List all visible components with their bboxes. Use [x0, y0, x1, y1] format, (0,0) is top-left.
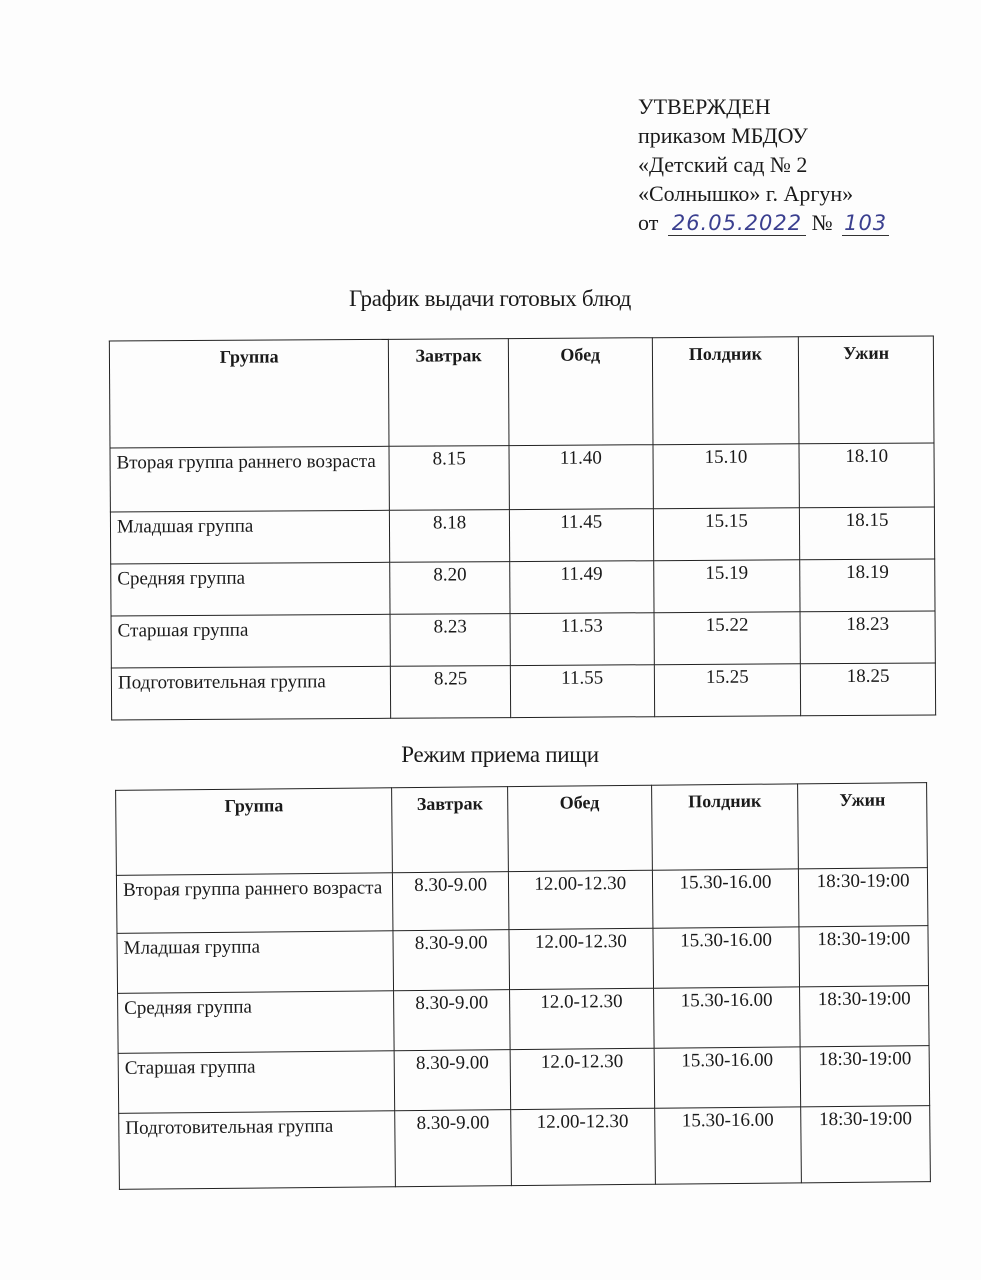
- header-breakfast: Завтрак: [389, 339, 509, 447]
- cell-lunch: 12.0-12.30: [510, 1048, 654, 1109]
- table-row: [118, 986, 930, 1054]
- header-dinner: Ужин: [798, 783, 927, 869]
- dish-schedule-table: [109, 335, 936, 720]
- cell-breakfast: 8.30-9.00: [394, 1050, 510, 1111]
- cell-breakfast: 8.20: [390, 562, 510, 615]
- cell-dinner: 18.19: [800, 559, 935, 612]
- table-row: [111, 611, 935, 668]
- cell-lunch: 12.00-12.30: [508, 870, 652, 929]
- approval-block: [638, 92, 889, 237]
- cell-snack: 15.10: [653, 444, 800, 509]
- cell-breakfast: 8.30-9.00: [393, 930, 509, 991]
- cell-snack: 15.30-16.00: [653, 927, 800, 988]
- table-row: [111, 663, 935, 720]
- cell-lunch: 11.53: [510, 613, 654, 666]
- approval-org-line1: «Детский сад № 2: [638, 152, 808, 177]
- cell-lunch: 12.00-12.30: [511, 1108, 655, 1185]
- cell-group: Средняя группа: [118, 991, 395, 1054]
- cell-snack: 15.25: [654, 664, 801, 717]
- table-row: [116, 868, 928, 934]
- cell-dinner: 18:30-19:00: [801, 1106, 930, 1183]
- cell-dinner: 18:30-19:00: [800, 1046, 929, 1107]
- cell-group: Вторая группа раннего возраста: [116, 873, 393, 934]
- approval-org-line2: «Солнышко» г. Аргун»: [638, 181, 854, 206]
- date-prefix: от: [638, 210, 659, 235]
- cell-breakfast: 8.23: [390, 614, 510, 667]
- header-group: Группа: [109, 339, 389, 448]
- cell-dinner: 18.15: [800, 507, 935, 560]
- handwritten-date: 26.05.2022: [668, 211, 806, 236]
- header-snack: Полдник: [651, 784, 799, 870]
- table-header-row: [109, 336, 934, 448]
- cell-group: Младшая группа: [110, 510, 390, 564]
- header-breakfast: Завтрак: [392, 787, 508, 873]
- cell-dinner: 18:30-19:00: [799, 868, 928, 927]
- table-header-row: [116, 783, 928, 876]
- table-row: [110, 443, 934, 512]
- cell-breakfast: 8.15: [389, 446, 509, 511]
- cell-breakfast: 8.18: [390, 510, 510, 563]
- cell-group: Вторая группа раннего возраста: [110, 446, 390, 512]
- cell-breakfast: 8.30-9.00: [395, 1110, 511, 1187]
- cell-dinner: 18:30-19:00: [800, 986, 929, 1047]
- cell-lunch: 11.40: [509, 445, 653, 510]
- table-row: [110, 507, 934, 564]
- approval-date-line: [638, 208, 889, 237]
- cell-lunch: 11.49: [510, 561, 654, 614]
- table-row: [117, 926, 929, 994]
- header-lunch: Обед: [508, 338, 652, 446]
- header-lunch: Обед: [508, 785, 653, 871]
- cell-snack: 15.30-16.00: [653, 987, 800, 1048]
- cell-group: Младшая группа: [117, 931, 394, 994]
- cell-group: Старшая группа: [111, 614, 391, 668]
- cell-group: Средняя группа: [111, 562, 391, 616]
- table-row: [118, 1046, 930, 1114]
- header-dinner: Ужин: [799, 336, 934, 444]
- cell-snack: 15.19: [653, 560, 800, 613]
- cell-group: Старшая группа: [118, 1051, 395, 1114]
- cell-dinner: 18:30-19:00: [799, 926, 928, 987]
- cell-snack: 15.22: [654, 612, 801, 665]
- meal-regime-table: [115, 782, 931, 1190]
- approval-order: приказом МБДОУ: [638, 123, 808, 148]
- cell-lunch: 12.0-12.30: [509, 988, 653, 1049]
- cell-snack: 15.30-16.00: [654, 1107, 801, 1184]
- cell-snack: 15.15: [653, 508, 800, 561]
- cell-breakfast: 8.25: [391, 666, 511, 719]
- table-row: [119, 1106, 931, 1190]
- cell-breakfast: 8.30-9.00: [394, 990, 510, 1051]
- cell-lunch: 11.55: [510, 665, 654, 718]
- cell-dinner: 18.10: [799, 443, 934, 508]
- table-row: [111, 559, 935, 616]
- cell-lunch: 11.45: [509, 509, 653, 562]
- table2-title: Режим приема пищи: [401, 742, 599, 767]
- cell-lunch: 12.00-12.30: [509, 928, 653, 989]
- approval-title: УТВЕРЖДЕН: [638, 94, 771, 119]
- number-sign: №: [811, 210, 833, 235]
- cell-snack: 15.30-16.00: [652, 869, 799, 928]
- cell-breakfast: 8.30-9.00: [393, 872, 509, 931]
- cell-dinner: 18.25: [801, 663, 936, 716]
- handwritten-order-number: 103: [844, 211, 888, 235]
- cell-dinner: 18.23: [800, 611, 935, 664]
- header-snack: Полдник: [652, 337, 799, 445]
- cell-group: Подготовительная группа: [111, 666, 391, 720]
- header-group: Группа: [116, 788, 393, 876]
- cell-group: Подготовительная группа: [119, 1111, 396, 1190]
- table1-title: График выдачи готовых блюд: [348, 286, 631, 311]
- cell-snack: 15.30-16.00: [654, 1047, 801, 1108]
